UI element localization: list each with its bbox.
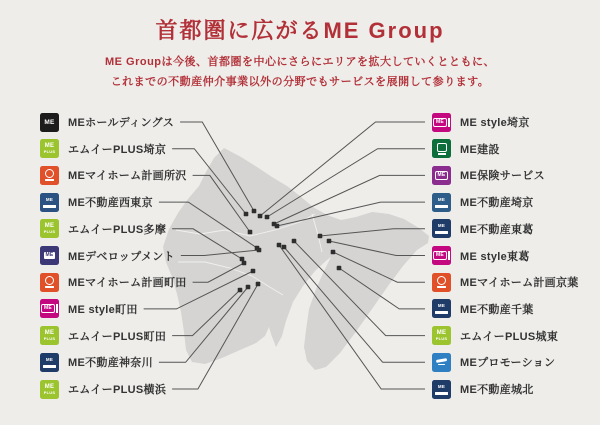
location-dot [242,261,247,266]
me-myhome-logo-icon [432,273,451,292]
me-myhome-logo-icon [40,166,59,185]
location-dot [265,215,270,220]
subtitle-line-1: ME Groupは今後、首都圏を中心にさらにエリアを拡大していくとともに、 [104,56,496,68]
company-label: ME不動産埼京 [460,197,534,210]
location-dot [248,230,253,235]
me-plus-logo-icon [40,380,59,399]
legend-item [40,139,166,159]
me-plus-logo-icon [40,219,59,238]
icon-text: ME [435,171,448,180]
icon-text: ME [436,330,447,337]
legend-item [40,219,166,239]
icon-text: ME [45,356,54,362]
icon-subtext: PLUS [43,149,56,155]
location-dot [238,288,243,293]
icon-text: ME [433,118,446,127]
me-plus-logo-icon [40,326,59,345]
me-plus-logo-icon [40,139,59,158]
location-dot [331,250,336,255]
icon-text: ME [437,196,446,202]
company-label: MEプロモーション [460,357,556,370]
icon-text: ME [44,118,55,126]
company-label: ME不動産西東京 [68,197,153,210]
legend-item [432,192,534,212]
legend-item [40,272,187,292]
me-plus-logo-icon [432,326,451,345]
location-dot [318,234,323,239]
company-label: ME不動産城北 [460,384,534,396]
company-label: エムイーPLUS町田 [68,330,167,343]
legend-item [40,299,138,319]
me-style-logo-icon [40,299,59,318]
legend-item [432,139,500,159]
legend-item [40,352,153,372]
icon-subtext: PLUS [43,229,56,235]
me-promotion-logo-icon [432,353,451,372]
legend-item [40,246,175,266]
icon-text: ME [437,303,446,309]
legend-item [40,379,166,399]
me-development-logo-icon [40,246,59,265]
location-dot [251,269,256,274]
icon-text: ME [44,223,55,230]
location-dot [257,248,262,253]
company-label: エムイーPLUS城東 [460,330,559,343]
company-label: ME不動産神奈川 [68,357,153,370]
company-label: エムイーPLUS横浜 [68,384,167,396]
icon-text: ME [41,304,54,313]
company-label: ME保険サービス [460,170,545,183]
location-dot [240,257,245,262]
icon-text: ME [433,251,446,260]
location-dot [337,266,342,271]
me-fudosan-logo-icon [432,380,451,399]
location-dot [244,212,249,217]
company-label: ME style東葛 [460,250,530,263]
subtitle-line-2: これまでの不動産仲介事業以外の分野でもサービスを展開して参ります。 [110,76,490,88]
me-hoken-logo-icon [432,166,451,185]
company-label: MEマイホーム計画町田 [68,277,187,290]
company-label: MEホールディングス [68,117,175,129]
company-label: MEマイホーム計画所沢 [68,170,187,183]
legend-item [432,246,530,266]
location-dot [327,239,332,244]
location-dot [258,214,263,219]
me-holdings-logo-icon [40,113,59,132]
me-style-logo-icon [432,113,451,132]
company-label: エムイーPLUS埼京 [68,143,167,156]
location-dot [277,243,282,248]
legend-item [432,219,534,239]
icon-subtext: PLUS [435,336,448,342]
company-label: ME不動産東葛 [460,223,534,236]
me-kensetsu-logo-icon [432,139,451,158]
map-region-kanto [163,148,429,370]
icon-text: ME [437,383,446,389]
me-fudosan-logo-icon [432,219,451,238]
legend-item [432,326,558,346]
legend-item [432,379,534,399]
company-label: MEデベロップメント [68,250,175,263]
location-dot [252,209,257,214]
me-fudosan-logo-icon [432,193,451,212]
location-dot [246,285,251,290]
legend-item [40,192,153,212]
legend-item [432,299,534,319]
icon-subtext: PLUS [43,389,56,395]
company-label: ME style町田 [68,303,138,316]
company-label: MEマイホーム計画京葉 [460,277,579,290]
page-title: 首都圏に広がるME Group [155,18,445,43]
location-dot [292,239,297,244]
me-fudosan-logo-icon [432,299,451,318]
company-label: ME style埼京 [460,117,530,129]
icon-text: ME [437,223,446,229]
location-dot [282,245,287,250]
legend-item [40,326,166,346]
me-fudosan-logo-icon [40,353,59,372]
company-label: ME建設 [460,143,500,156]
legend-item [432,165,545,185]
page-subtitle [0,52,600,92]
location-dot [275,224,280,229]
me-style-logo-icon [432,246,451,265]
company-label: エムイーPLUS多摩 [68,223,167,236]
legend-item [40,112,174,132]
icon-text: ME [44,330,55,337]
location-dot [256,282,261,287]
icon-text: ME [45,252,54,258]
legend-item [432,112,530,132]
legend-item [40,165,187,185]
icon-text: ME [45,196,54,202]
icon-subtext: PLUS [43,336,56,342]
me-myhome-logo-icon [40,273,59,292]
icon-text: ME [44,383,55,390]
company-label: ME不動産千葉 [460,303,534,316]
me-fudosan-logo-icon [40,193,59,212]
icon-text: ME [44,143,55,150]
legend-item [432,352,555,372]
legend-item [432,272,579,292]
